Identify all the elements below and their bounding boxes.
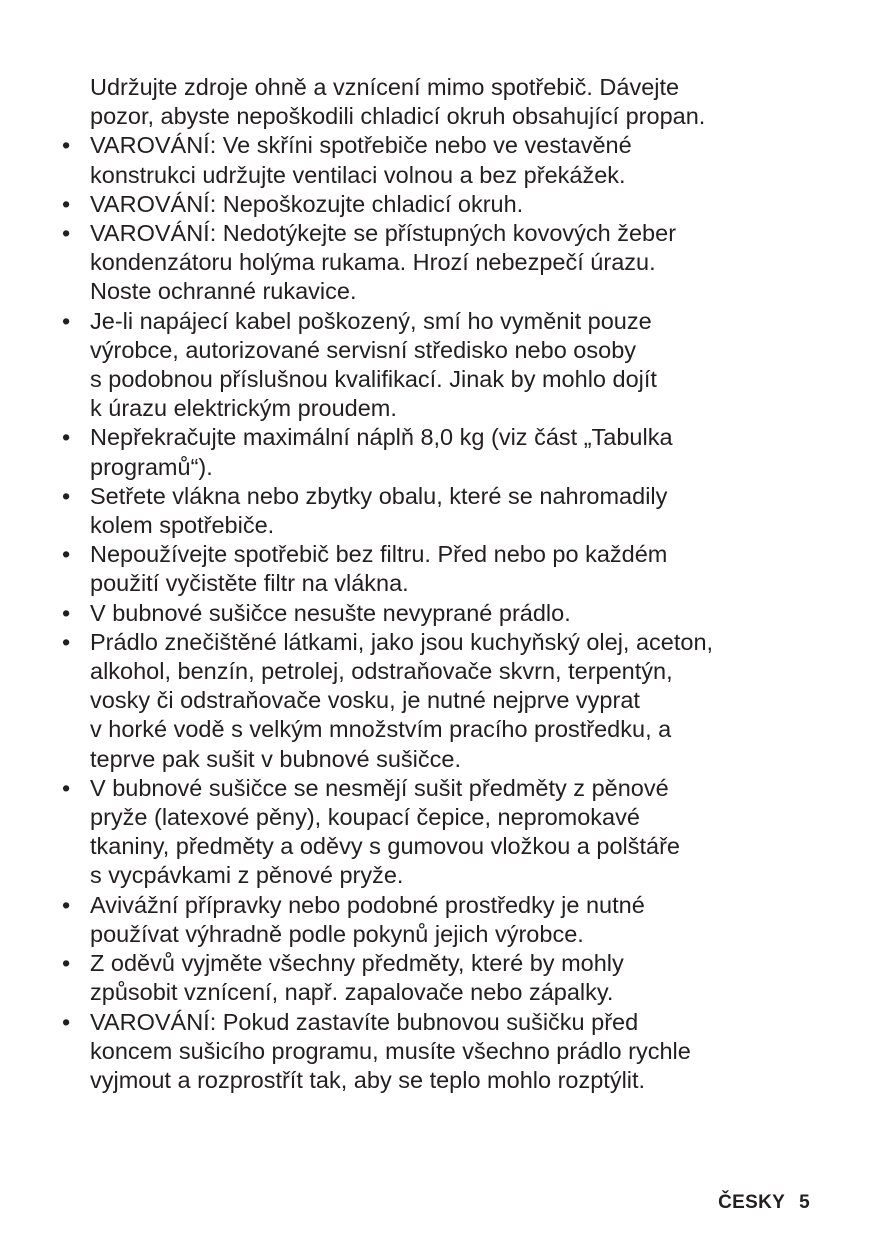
bullet-item-pocket-items [59,949,849,1007]
bullet-text: VAROVÁNÍ: Nedotýkejte se přístupných kovových žeber kondenzátoru holýma rukama. Hrozí nebezpečí úrazu. Noste ochranné rukavice. [90,220,677,305]
bullet-text: V bubnové sušičce nesušte nevyprané prádlo. [90,599,571,626]
bullet-text: VAROVÁNÍ: Ve skříni spotřebiče nebo ve vestavěné konstrukci udržujte ventilaci volnou a bez překážek. [90,132,632,188]
bullet-text: Nepoužívejte spotřebič bez filtru. Před nebo po každém použití vyčistěte filtr na vlákna. [90,541,668,597]
bullet-icon: • [62,424,71,451]
bullet-text: VAROVÁNÍ: Pokud zastavíte bubnovou sušičku před koncem sušicího programu, musíte všechno prádlo rychle vyjmout a rozprostřít tak, aby se teplo mohlo rozptýlit. [90,1008,691,1093]
bullet-text: Z oděvů vyjměte všechny předměty, které by mohly způsobit vznícení, např. zapalovače nebo zápalky. [90,950,624,1006]
safety-instructions [59,73,849,1095]
bullet-text: Je-li napájecí kabel poškozený, smí ho vyměnit pouze výrobce, autorizované servisní středisko nebo osoby s podobnou příslušnou kvalifikací. Jinak by mohlo dojít k úrazu elektrickým proudem. [90,307,657,422]
bullet-item-fabric-softener [59,891,849,949]
bullet-icon: • [62,1008,71,1035]
bullet-text: VAROVÁNÍ: Nepoškozujte chladicí okruh. [90,190,524,217]
bullet-icon: • [62,774,71,801]
bullet-icon: • [62,950,71,977]
safety-bullet-list [59,131,849,1095]
bullet-icon: • [62,482,71,509]
bullet-item-lint-removal [59,482,849,540]
bullet-item-stop-program [59,1008,849,1096]
page-number: 5 [799,1192,810,1213]
bullet-item-ventilation [59,131,849,189]
bullet-text: Nepřekračujte maximální náplň 8,0 kg (viz část „Tabulka programů“). [90,424,673,480]
bullet-icon: • [62,628,71,655]
bullet-text: V bubnové sušičce se nesmějí sušit předměty z pěnové pryže (latexové pěny), koupací čepice, nepromokavé tkaniny, předměty a oděvy s gumovou vložkou a polštáře s vycpávkami z pěnové pryže. [90,774,680,889]
bullet-icon: • [62,132,71,159]
bullet-icon: • [62,891,71,918]
bullet-item-foam-rubber [59,774,849,891]
continued-paragraph: Udržujte zdroje ohně a vznícení mimo spotřebič. Dávejte pozor, abyste nepoškodili chladicí okruh obsahující propan. [90,74,706,130]
bullet-icon: • [62,220,71,247]
bullet-item-power-cable [59,307,849,424]
bullet-icon: • [62,190,71,217]
bullet-item-condenser-fins [59,219,849,307]
bullet-item-contaminated-laundry [59,628,849,774]
bullet-item-refrigerant-circuit [59,190,849,219]
bullet-icon: • [62,541,71,568]
bullet-item-unwashed-laundry [59,599,849,628]
bullet-icon: • [62,307,71,334]
bullet-icon: • [62,599,71,626]
page-footer [718,1192,810,1214]
bullet-item-filter [59,540,849,598]
bullet-text: Avivážní přípravky nebo podobné prostředky je nutné používat výhradně podle pokynů jejich výrobce. [90,891,645,947]
bullet-text: Setřete vlákna nebo zbytky obalu, které se nahromadily kolem spotřebiče. [90,482,668,539]
bullet-text: Prádlo znečištěné látkami, jako jsou kuchyňský olej, aceton, alkohol, benzín, petrolej, odstraňovače skvrn, terpentýn, vosky či odstraňovače vosku, je nutné nejprve vyprat v horké vodě s velkým množstvím pracího prostředku, a teprve pak sušit v bubnové sušičce. [90,628,714,772]
footer-language: ČESKY [718,1192,786,1213]
bullet-item-max-load [59,423,849,481]
